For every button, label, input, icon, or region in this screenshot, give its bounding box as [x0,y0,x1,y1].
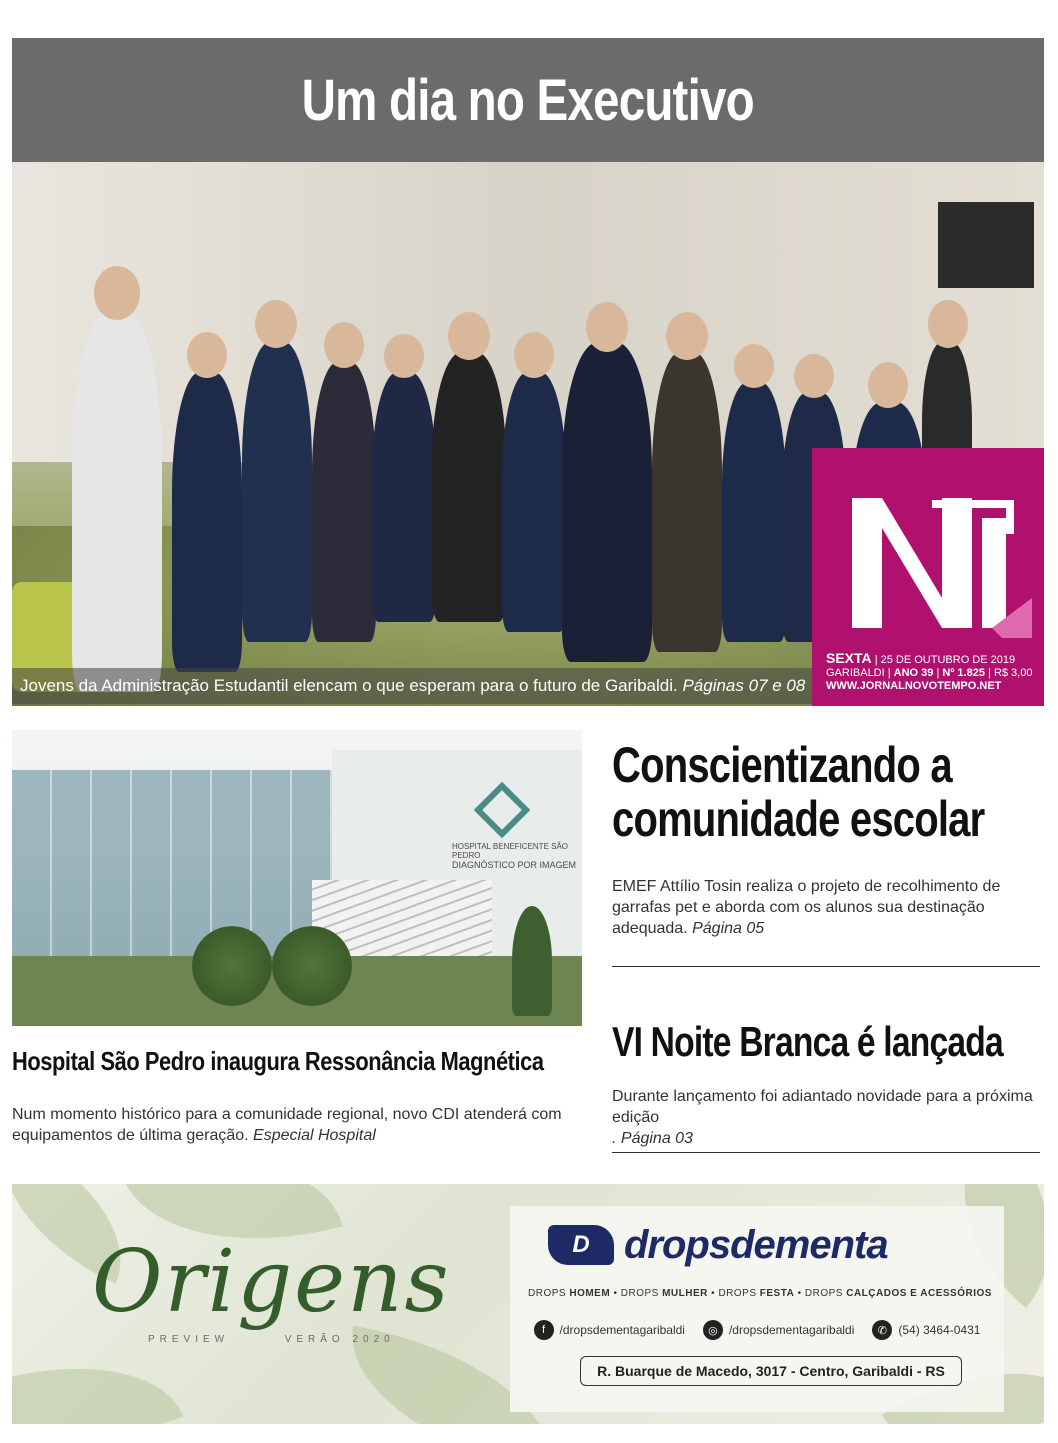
conscientizando-summary [612,876,1042,939]
photo-caption [12,668,812,704]
section-divider [612,966,1040,967]
masthead-city: GARIBALDI [826,667,885,679]
masthead-url[interactable]: WWW.JORNALNOVOTEMPO.NET [826,680,1002,692]
person-head [794,354,834,398]
person-head [586,302,628,352]
cat-prefix: DROPS [804,1288,843,1299]
phone-icon: ✆ [872,1320,892,1340]
palm-icon [192,926,272,1006]
conscientizando-headline[interactable] [612,738,984,846]
hospital-summary [12,1104,572,1146]
palm-icon [272,926,352,1006]
noite-branca-body: Durante lançamento foi adiantado novidade para a próxima edição [612,1088,1033,1126]
person-head [324,322,364,368]
person [172,372,242,672]
section-divider [612,1152,1040,1153]
person-head [514,332,554,378]
cypress-icon [512,906,552,1016]
masthead-issue-row: GARIBALDI | ANO 39 | Nº 1.825 | R$ 3,00 [826,667,1033,679]
hospital-headline[interactable]: Hospital São Pedro inaugura Ressonância Magnética [12,1046,544,1076]
headline-title: Um dia no Executivo [301,67,755,133]
person-head [666,312,708,360]
person-head [928,300,968,348]
person-head [94,266,140,320]
cat-prefix: DROPS [620,1288,659,1299]
person-head [448,312,490,360]
hospital-page-ref: Especial Hospital [253,1127,376,1144]
hospital-photo [12,730,582,1026]
hospital-body: Num momento histórico para a comunidade regional, novo CDI atenderá com equipamentos de última geração. [12,1106,562,1144]
person [432,352,506,622]
headline-banner [12,38,1044,162]
drops-de-menta-logo [548,1220,968,1270]
cat-mulher: MULHER [662,1288,708,1299]
brand-mark-icon: D [548,1225,614,1265]
noite-branca-page-ref: . Página 03 [612,1130,693,1147]
person-head [255,300,297,348]
cat-festa: FESTA [759,1288,795,1299]
masthead-date-row: SEXTA | 25 DE OUTUBRO DE 2019 [826,650,1016,666]
person [72,312,162,692]
caption-text: Jovens da Administração Estudantil elencam o que esperam para o futuro de Garibaldi. [20,676,678,695]
advertisement[interactable] [12,1184,1044,1424]
masthead-number: Nº 1.825 [942,667,985,679]
facebook-icon: f [534,1320,554,1340]
conscientizando-body: EMEF Attílio Tosin realiza o projeto de recolhimento de garrafas pet e aborda com os alunos sua destinação adequada. [612,878,1001,937]
person [652,352,722,652]
hospital-sign [452,842,582,870]
cat-calcados: CALÇADOS E ACESSÓRIOS [846,1288,992,1299]
phone-number: (54) 3464-0431 [898,1323,981,1337]
instagram-icon: ◎ [703,1320,723,1340]
person-head [868,362,908,408]
person [722,382,786,642]
preview-label: PREVIEW [148,1334,230,1345]
brand-categories: DROPS HOMEM • DROPS MULHER • DROPS FESTA • DROPS CALÇADOS E ACESSÓRIOS [528,1288,992,1299]
social-links [510,1320,1004,1340]
facebook-handle: /dropsdementagaribaldi [559,1323,685,1337]
brand-name: dropsdementa [624,1222,888,1267]
cat-prefix: DROPS [718,1288,757,1299]
person [562,342,652,662]
conscientizando-title-line2: comunidade escolar [612,791,985,847]
masthead-day: SEXTA [826,650,872,666]
person-head [384,334,424,378]
hospital-sign-line1: HOSPITAL BENEFICENTE SÃO PEDRO [452,842,569,860]
masthead-year: ANO 39 [893,667,934,679]
conscientizando-title-line1: Conscientizando a [612,737,952,793]
collection-title: Origens [92,1232,451,1332]
conscientizando-page-ref: Página 05 [692,920,765,937]
masthead-date: 25 DE OUTUBRO DE 2019 [880,654,1016,666]
person [312,362,376,642]
person-head [734,344,774,388]
noite-branca-summary [612,1086,1042,1149]
person [502,372,566,632]
masthead-box [812,448,1044,706]
caption-page-ref: Páginas 07 e 08 [682,676,806,695]
person [242,342,312,642]
hospital-sign-line2: DIAGNÓSTICO POR IMAGEM [452,860,577,870]
ad-panel [510,1206,1004,1412]
season-label: VERÃO 2020 [284,1334,395,1345]
facebook-link[interactable] [534,1320,685,1340]
instagram-handle: /dropsdementagaribaldi [728,1323,855,1337]
cat-prefix: DROPS [528,1288,567,1299]
phone-link[interactable] [872,1320,980,1340]
person-head [187,332,227,378]
nt-logo [832,478,1032,638]
instagram-link[interactable] [703,1320,854,1340]
masthead-meta [826,652,1032,693]
collection-subtitle [148,1334,395,1345]
store-address: R. Buarque de Macedo, 3017 - Centro, Garibaldi - RS [580,1356,962,1386]
person [372,372,436,622]
masthead-price: R$ 3,00 [993,667,1033,679]
cat-homem: HOMEM [569,1288,611,1299]
noite-branca-headline[interactable]: VI Noite Branca é lançada [612,1018,1003,1065]
